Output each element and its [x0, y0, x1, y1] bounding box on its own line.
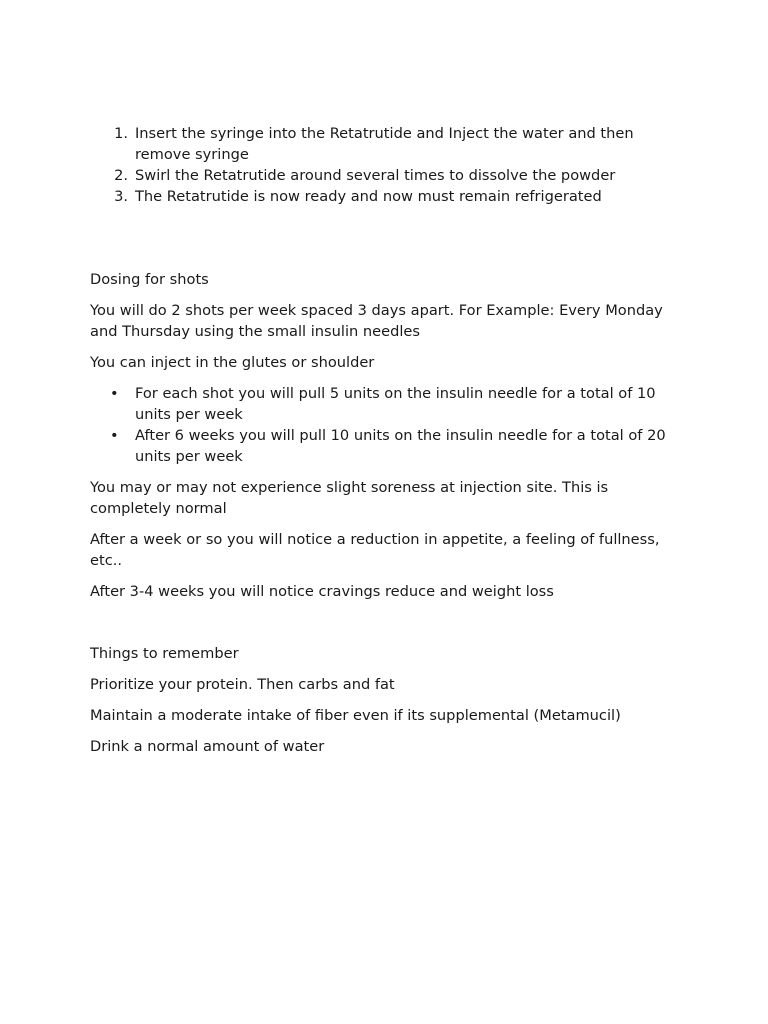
- remember-item: Drink a normal amount of water: [90, 738, 325, 755]
- bullet-icon: •: [110, 385, 119, 402]
- list-item-text: For each shot you will pull 5 units on the insulin needle for a total of 10 units per week: [135, 385, 656, 423]
- list-item-text: After 6 weeks you will pull 10 units on the insulin needle for a total of 20 units per week: [135, 427, 666, 465]
- list-item-text: Swirl the Retatrutide around several times to dissolve the powder: [135, 167, 616, 184]
- remember-item: Maintain a moderate intake of fiber even if its supplemental (Metamucil): [90, 707, 621, 724]
- bullet-icon: •: [110, 427, 119, 444]
- spacer: [90, 602, 690, 633]
- list-number: 2.: [114, 167, 128, 184]
- spacer: [90, 571, 690, 581]
- soreness-paragraph: You may or may not experience slight soreness at injection site. This is completely normal: [90, 479, 609, 517]
- spacer: [90, 373, 690, 383]
- dosing-bullet-list: [90, 383, 690, 467]
- spacer: [90, 467, 690, 477]
- dosing-schedule-paragraph: You will do 2 shots per week spaced 3 days apart. For Example: Every Monday and Thursday using the small insulin needles: [90, 302, 663, 340]
- injection-sites-paragraph: You can inject in the glutes or shoulder: [90, 354, 375, 371]
- dosing-heading: Dosing for shots: [90, 271, 209, 288]
- list-item: [90, 383, 690, 425]
- spacer: [90, 519, 690, 529]
- remember-heading: Things to remember: [90, 645, 239, 662]
- spacer: [90, 633, 690, 643]
- list-item: [90, 165, 690, 186]
- spacer: [90, 664, 690, 674]
- spacer: [90, 695, 690, 705]
- spacer: [90, 290, 690, 300]
- list-number: 1.: [114, 125, 128, 142]
- list-item-text: Insert the syringe into the Retatrutide and Inject the water and then remove syringe: [135, 125, 634, 163]
- spacer: [90, 342, 690, 352]
- list-number: 3.: [114, 188, 128, 205]
- weight-loss-paragraph: After 3-4 weeks you will notice cravings reduce and weight loss: [90, 583, 554, 600]
- remember-item: Prioritize your protein. Then carbs and fat: [90, 676, 395, 693]
- steps-list: [90, 123, 690, 207]
- list-item: [90, 123, 690, 165]
- appetite-paragraph: After a week or so you will notice a reduction in appetite, a feeling of fullness, etc..: [90, 531, 660, 569]
- list-item: [90, 425, 690, 467]
- list-item-text: The Retatrutide is now ready and now must remain refrigerated: [135, 188, 602, 205]
- spacer: [90, 726, 690, 736]
- spacer: [90, 207, 690, 269]
- document-page: [90, 123, 690, 757]
- list-item: [90, 186, 690, 207]
